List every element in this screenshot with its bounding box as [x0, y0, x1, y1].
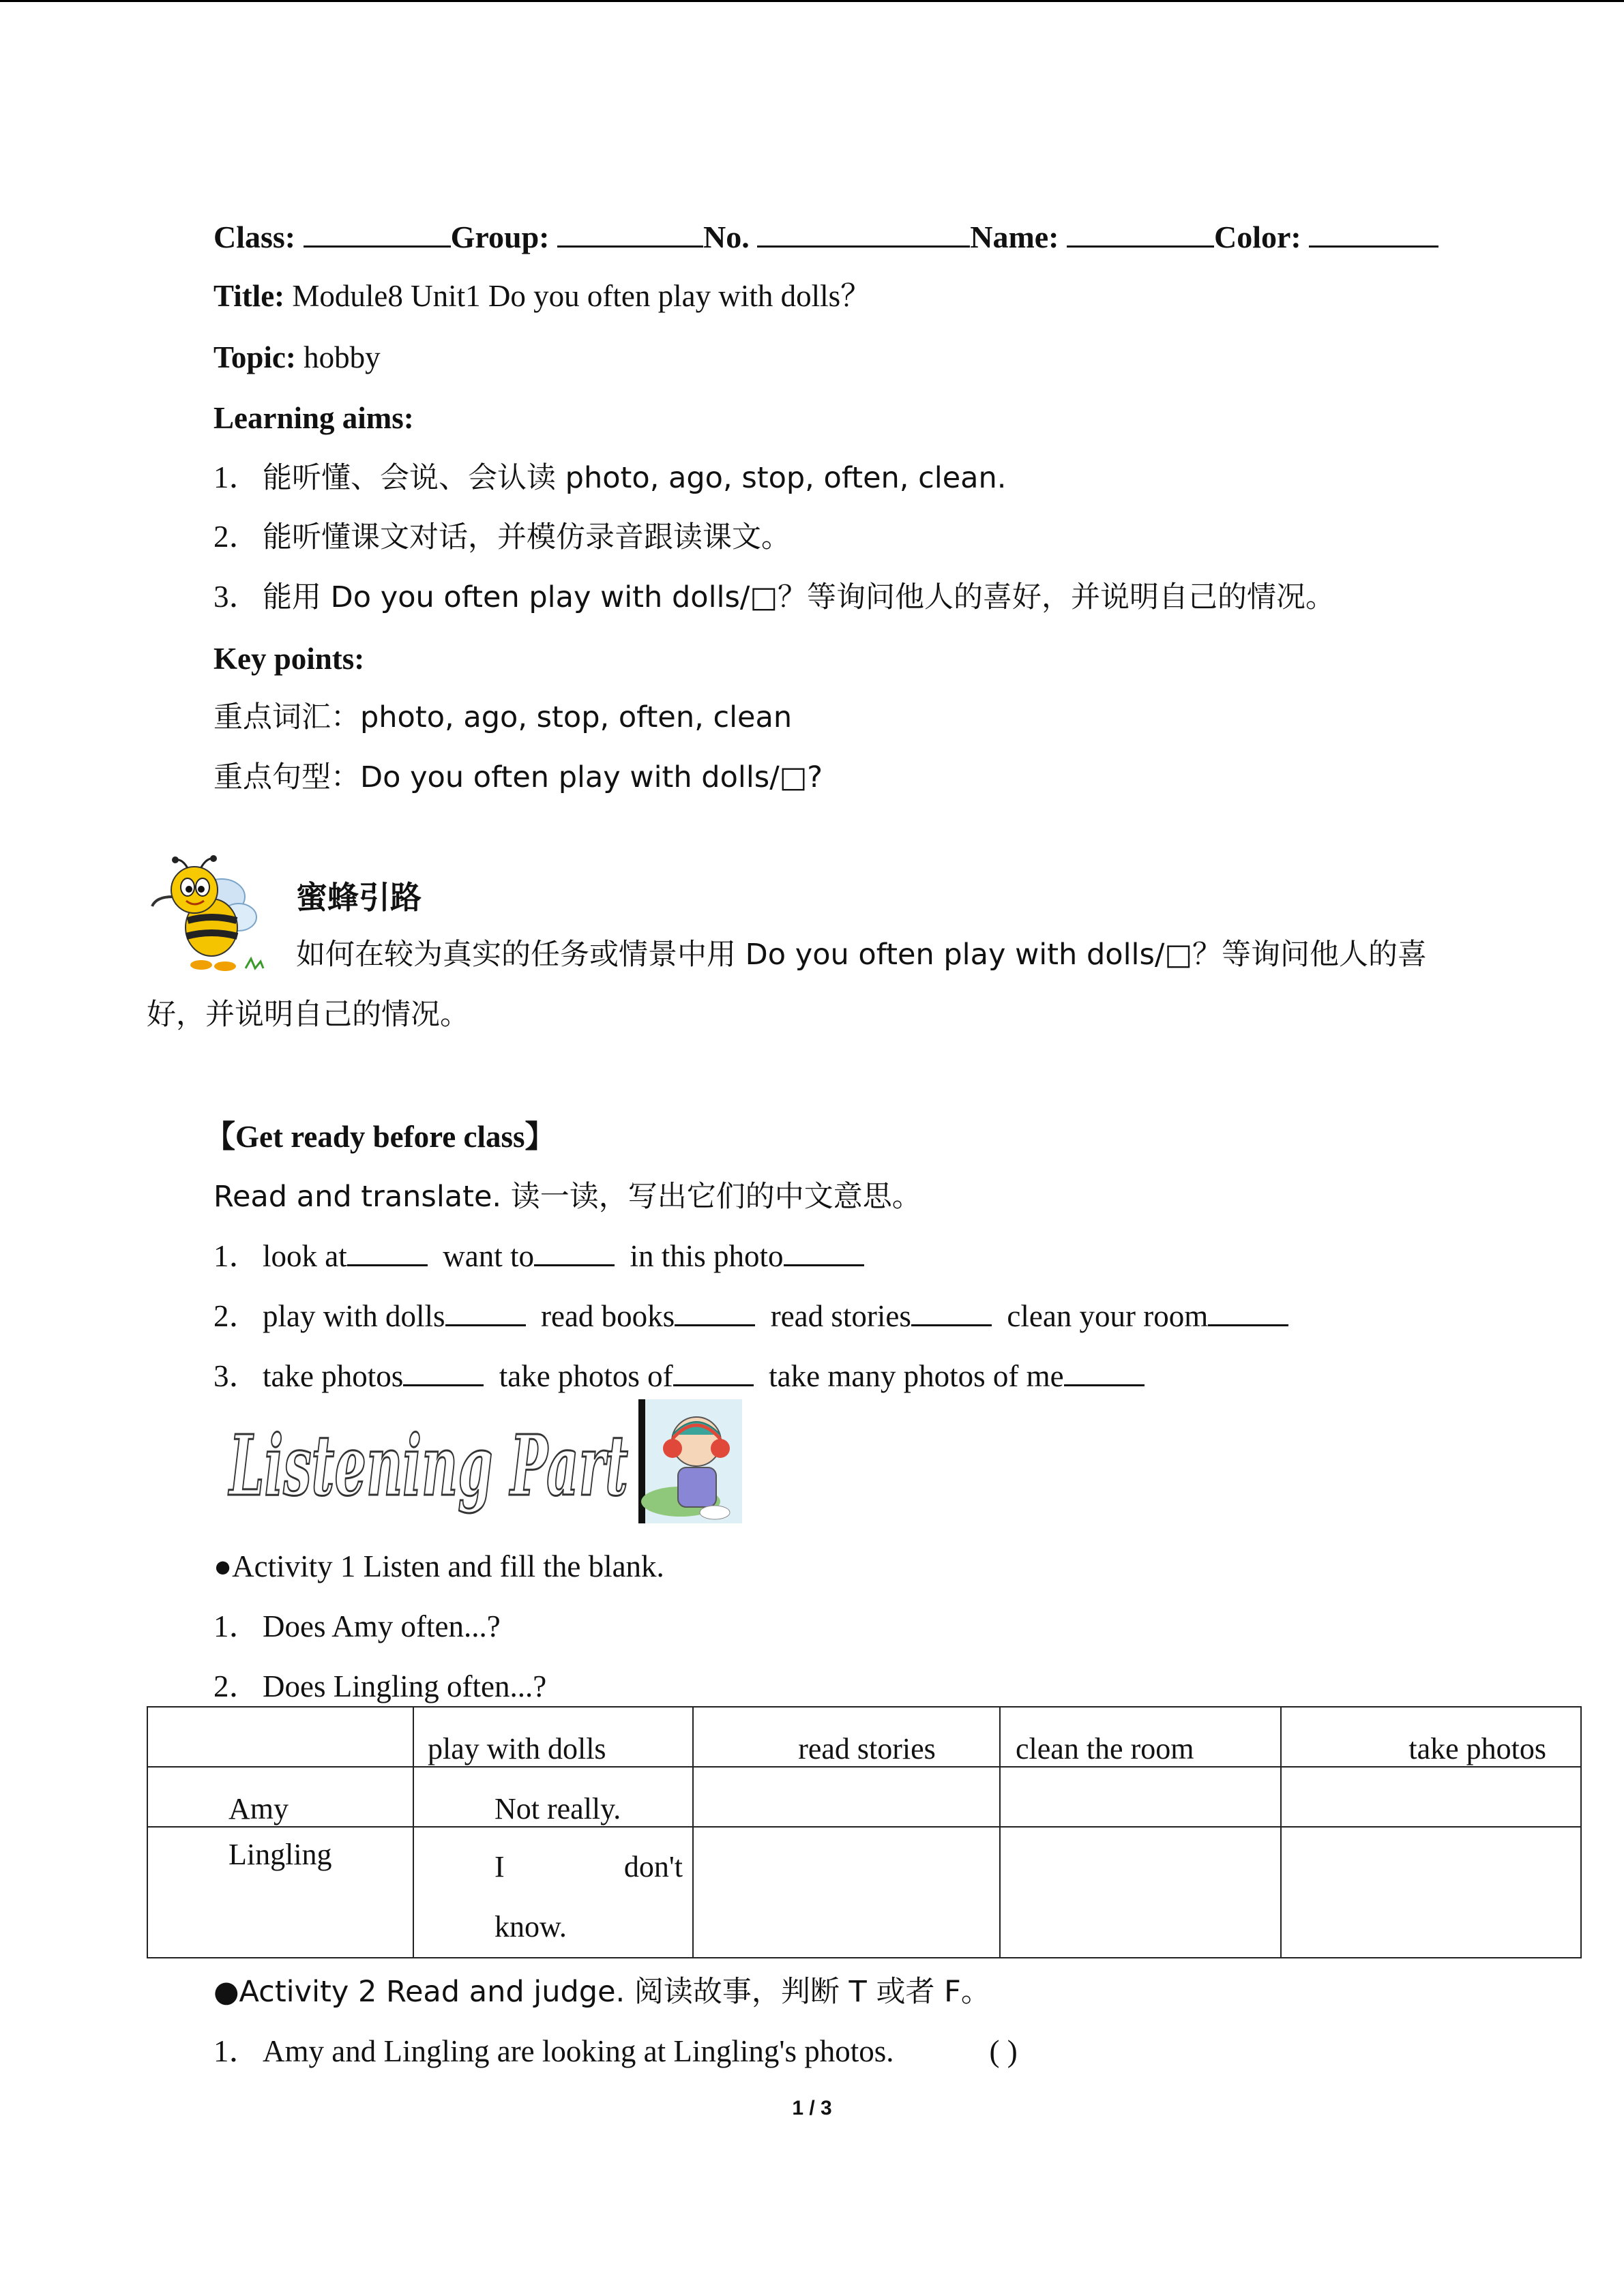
listening-child-icon	[638, 1399, 742, 1523]
phrase: want to	[443, 1239, 534, 1273]
key-pattern: 重点句型：Do you often play with dolls/□?	[213, 760, 823, 794]
aim-item	[213, 576, 1335, 618]
header-cell	[147, 1707, 413, 1767]
answer-blank[interactable]	[673, 1357, 754, 1386]
answer-blank[interactable]	[445, 1297, 526, 1326]
table-row	[147, 1767, 1581, 1827]
answer-blank[interactable]	[1208, 1297, 1288, 1326]
top-border	[0, 0, 1624, 2]
answer-cell: Not really.	[413, 1767, 693, 1827]
guide-title: 蜜蜂引路	[296, 879, 422, 916]
listening-part-logo	[225, 1398, 634, 1521]
aim-number: 3．	[213, 580, 260, 614]
instruction-text: Read and translate. 读一读，写出它们的中文意思。	[213, 1180, 921, 1214]
answer-blank[interactable]	[675, 1297, 755, 1326]
question-number: 1．	[213, 2034, 260, 2068]
fill-cell[interactable]	[1281, 1827, 1581, 1958]
title-label: Title:	[213, 279, 285, 313]
activity1-heading: ●Activity 1 Listen and fill the blank.	[213, 1549, 664, 1583]
aim-item	[213, 457, 1006, 498]
get-ready-instruction	[213, 1176, 921, 1217]
table-row	[147, 1827, 1581, 1958]
answer-blank[interactable]	[403, 1357, 484, 1386]
answer-blank[interactable]	[534, 1237, 615, 1266]
fill-cell[interactable]	[1000, 1767, 1281, 1827]
guide-text-line1: 如何在较为真实的任务或情景中用 Do you often play with dolls/□？等询问他人的喜	[296, 938, 1427, 972]
answer-line: know.	[494, 1910, 567, 1943]
aim-item	[213, 516, 791, 558]
topic-line	[213, 337, 381, 378]
answer-word: I	[494, 1850, 505, 1883]
name-label: Name:	[970, 220, 1059, 254]
group-blank[interactable]	[557, 218, 703, 248]
class-label: Class:	[213, 220, 296, 254]
answer-bracket[interactable]: ( )	[989, 2034, 1018, 2068]
table-header-row	[147, 1707, 1581, 1767]
row-number: 2．	[213, 1299, 260, 1333]
name-blank[interactable]	[1067, 218, 1214, 248]
name-cell: Amy	[147, 1767, 413, 1827]
question-text: Amy and Lingling are looking at Lingling's photos.	[263, 2034, 894, 2068]
no-label: No.	[703, 220, 750, 254]
fill-cell[interactable]	[1000, 1827, 1281, 1958]
row-number: 1．	[213, 1239, 260, 1273]
answer-blank[interactable]	[1064, 1357, 1145, 1386]
key-points-heading: Key points:	[213, 642, 365, 676]
phrase: in this photo	[630, 1239, 784, 1273]
answer-blank[interactable]	[784, 1237, 864, 1266]
answer-line	[494, 1837, 692, 1897]
get-ready-heading: 【Get ready before class】	[205, 1120, 556, 1154]
row-number: 3．	[213, 1359, 260, 1393]
title-line	[213, 275, 871, 316]
color-blank[interactable]	[1309, 218, 1438, 248]
answer-cell	[413, 1827, 693, 1958]
topic-label: Topic:	[213, 340, 296, 374]
aim-number: 1．	[213, 460, 260, 494]
title-value: Module8 Unit1 Do you often play with dolls？	[284, 279, 872, 313]
activity1-question	[213, 1666, 546, 1707]
aim-text: 能听懂课文对话，并模仿录音跟读课文。	[263, 520, 791, 554]
phrase: take many photos of me	[769, 1359, 1064, 1393]
answer-word: don't	[623, 1850, 683, 1883]
no-blank[interactable]	[757, 218, 970, 248]
translate-row	[213, 1236, 864, 1277]
aim-number: 2．	[213, 520, 260, 554]
aims-heading: Learning aims:	[213, 401, 414, 435]
fill-cell[interactable]	[693, 1827, 1000, 1958]
activity2-question	[213, 2031, 1018, 2072]
topic-value: hobby	[295, 340, 381, 374]
phrase: take photos	[263, 1359, 404, 1393]
phrase: read stories	[770, 1299, 911, 1333]
aim-text: 能听懂、会说、会认读 photo, ago, stop, often, clean.	[263, 461, 1007, 495]
color-label: Color:	[1214, 220, 1301, 254]
fill-cell[interactable]	[1281, 1767, 1581, 1827]
student-info-line	[213, 217, 1438, 258]
phrase: take photos of	[499, 1359, 673, 1393]
answer-blank[interactable]	[911, 1297, 992, 1326]
question-number: 2．	[213, 1669, 260, 1703]
listening-logo-text: Listening Part	[228, 1416, 628, 1515]
hobby-table	[147, 1706, 1582, 1958]
question-text: Does Amy often...?	[263, 1609, 501, 1643]
header-cell: play with dolls	[413, 1707, 693, 1767]
activity1-question	[213, 1606, 501, 1647]
key-vocab: 重点词汇：photo, ago, stop, often, clean	[213, 700, 793, 734]
phrase: look at	[263, 1239, 347, 1273]
translate-row	[213, 1356, 1145, 1397]
page-number: 1 / 3	[792, 2097, 832, 2119]
name-cell: Lingling	[147, 1827, 413, 1958]
fill-cell[interactable]	[693, 1767, 1000, 1827]
bee-icon	[147, 856, 276, 979]
activity2-heading	[213, 1971, 990, 2012]
header-cell: take photos	[1281, 1707, 1581, 1767]
phrase: play with dolls	[263, 1299, 445, 1333]
question-number: 1．	[213, 1609, 260, 1643]
answer-blank[interactable]	[347, 1237, 428, 1266]
question-text: Does Lingling often...?	[263, 1669, 547, 1703]
header-cell: clean the room	[1000, 1707, 1281, 1767]
group-label: Group:	[450, 220, 550, 254]
translate-row	[213, 1296, 1288, 1337]
activity2-text: ●Activity 2 Read and judge. 阅读故事，判断 T 或者 F。	[213, 1975, 990, 2009]
phrase: read books	[541, 1299, 675, 1333]
class-blank[interactable]	[304, 218, 451, 248]
guide-text-line2: 好，并说明自己的情况。	[147, 998, 469, 1032]
phrase: clean your room	[1007, 1299, 1209, 1333]
aim-text: 能用 Do you often play with dolls/□？等询问他人的喜好，并说明自己的情况。	[263, 580, 1335, 614]
header-cell: read stories	[693, 1707, 1000, 1767]
